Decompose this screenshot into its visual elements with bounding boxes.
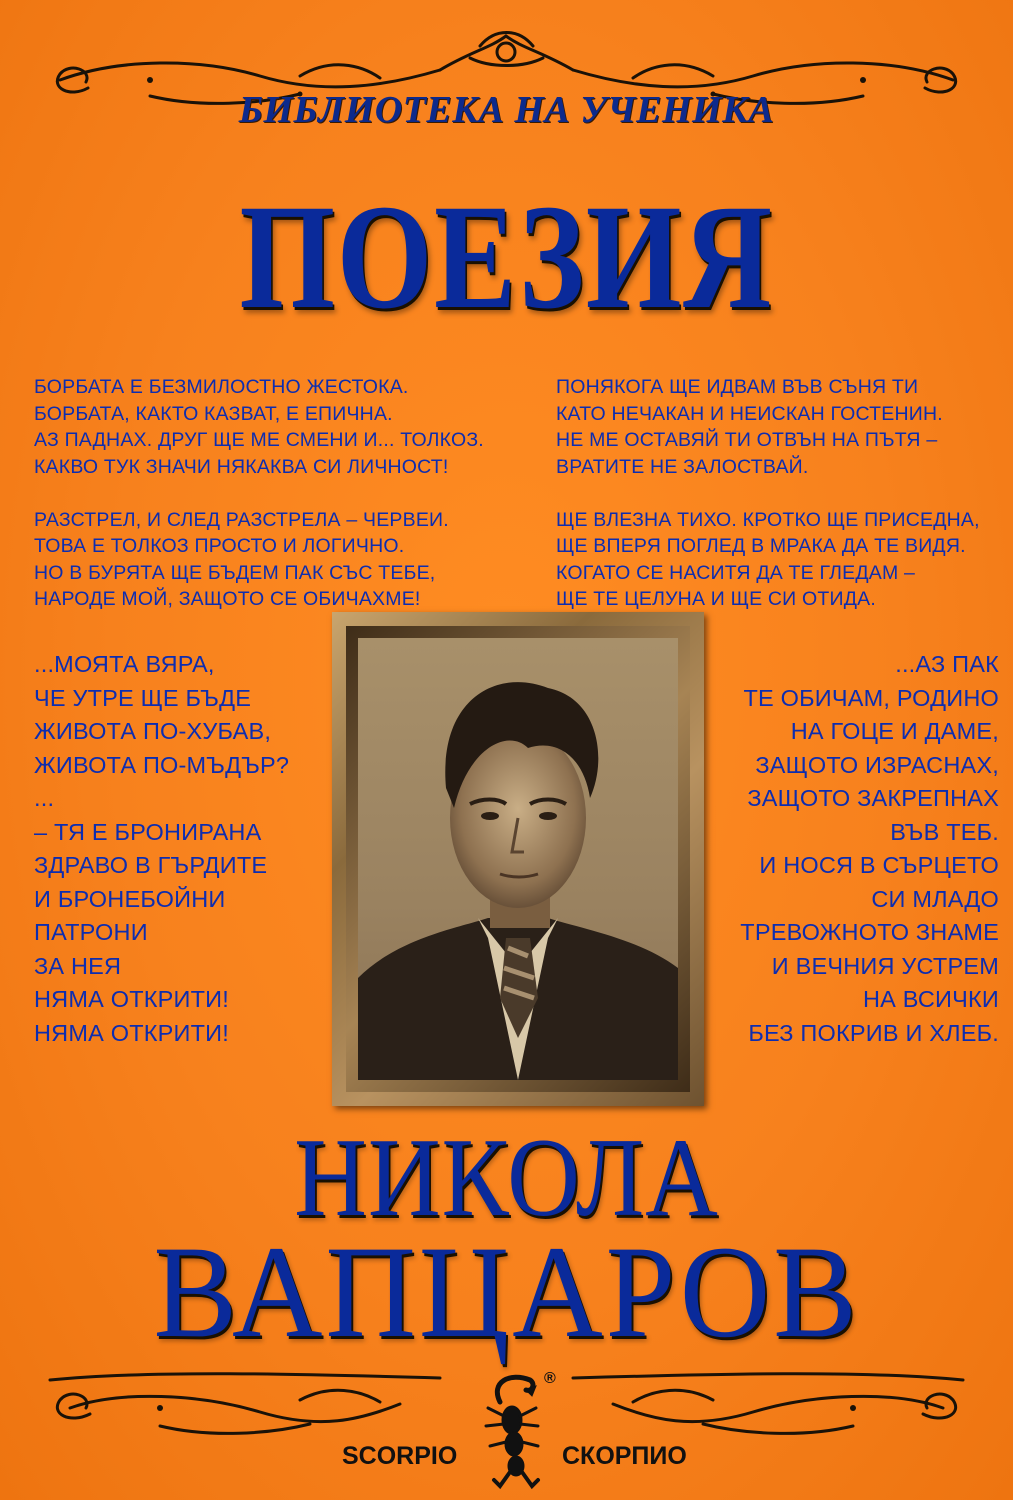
series-title: БИБЛИОТЕКА НА УЧЕНИКА <box>238 89 775 131</box>
publisher-latin: SCORPIO <box>342 1442 458 1470</box>
registered-mark: ® <box>544 1370 556 1387</box>
portrait-image <box>358 638 678 1080</box>
verse-top-left: БОРБАТА Е БЕЗМИЛОСТНО ЖЕСТОКА. БОРБАТА, КАКТО КАЗВАТ, Е ЕПИЧНА. АЗ ПАДНАХ. ДРУГ ЩЕ МЕ СМЕНИ И... ТОЛКОЗ. КАКВО ТУК ЗНАЧИ НЯКАКВА СИ ЛИЧНОСТ! РАЗСТРЕЛ, И СЛЕД РАЗСТРЕЛА – ЧЕРВЕИ. ТОВА Е ТОЛКОЗ ПРОСТО И ЛОГИЧНО. НО В БУРЯТА ЩЕ БЪДЕМ ПАК СЪС ТЕБЕ, НАРОДЕ МОЙ, ЗАЩОТО СЕ ОБИЧАХМЕ! <box>34 376 484 610</box>
author-first-name: НИКОЛА <box>294 1116 719 1240</box>
verse-top-right: ПОНЯКОГА ЩЕ ИДВАМ ВЪВ СЪНЯ ТИ КАТО НЕЧАКАН И НЕИСКАН ГОСТЕНИН. НЕ МЕ ОСТАВЯЙ ТИ ОТВЪН НА ПЪТЯ – ВРАТИТЕ НЕ ЗАЛОСТВАЙ. ЩЕ ВЛЕЗНА ТИХО. КРОТКО ЩЕ ПРИСЕДНА, ЩЕ ВПЕРЯ ПОГЛЕД В МРАКА ДА ТЕ ВИДЯ. КОГАТО СЕ НАСИТЯ ДА ТЕ ГЛЕДАМ – ЩЕ ТЕ ЦЕЛУНА И ЩЕ СИ ОТИДА. <box>556 376 980 610</box>
author-portrait <box>358 638 678 1080</box>
publisher-cyrillic: СКОРПИО <box>562 1442 687 1470</box>
author-last-name: ВАПЦАРОВ <box>153 1218 860 1365</box>
verse-middle-left: ...МОЯТА ВЯРА, ЧЕ УТРЕ ЩЕ БЪДЕ ЖИВОТА ПО-ХУБАВ, ЖИВОТА ПО-МЪДЪР? ... – ТЯ Е БРОНИРАНА ЗДРАВО В ГЪРДИТЕ И БРОНЕБОЙНИ ПАТРОНИ ЗА НЕЯ НЯМА ОТКРИТИ! НЯМА ОТКРИТИ! <box>34 651 290 1046</box>
book-title: ПОЕЗИЯ <box>239 174 774 340</box>
verse-middle-right: ...АЗ ПАК ТЕ ОБИЧАМ, РОДИНО НА ГОЦЕ И ДАМЕ, ЗАЩОТО ИЗРАСНАХ, ЗАЩОТО ЗАКРЕПНАХ ВЪВ ТЕБ. И НОСЯ В СЪРЦЕТО СИ МЛАДО ТРЕВОЖНОТО ЗНАМЕ И ВЕЧНИЯ УСТРЕМ НА ВСИЧКИ БЕЗ ПОКРИВ И ХЛЕБ. <box>740 651 999 1046</box>
scorpion-logo-icon <box>470 1372 560 1492</box>
portrait-frame <box>332 612 704 1106</box>
